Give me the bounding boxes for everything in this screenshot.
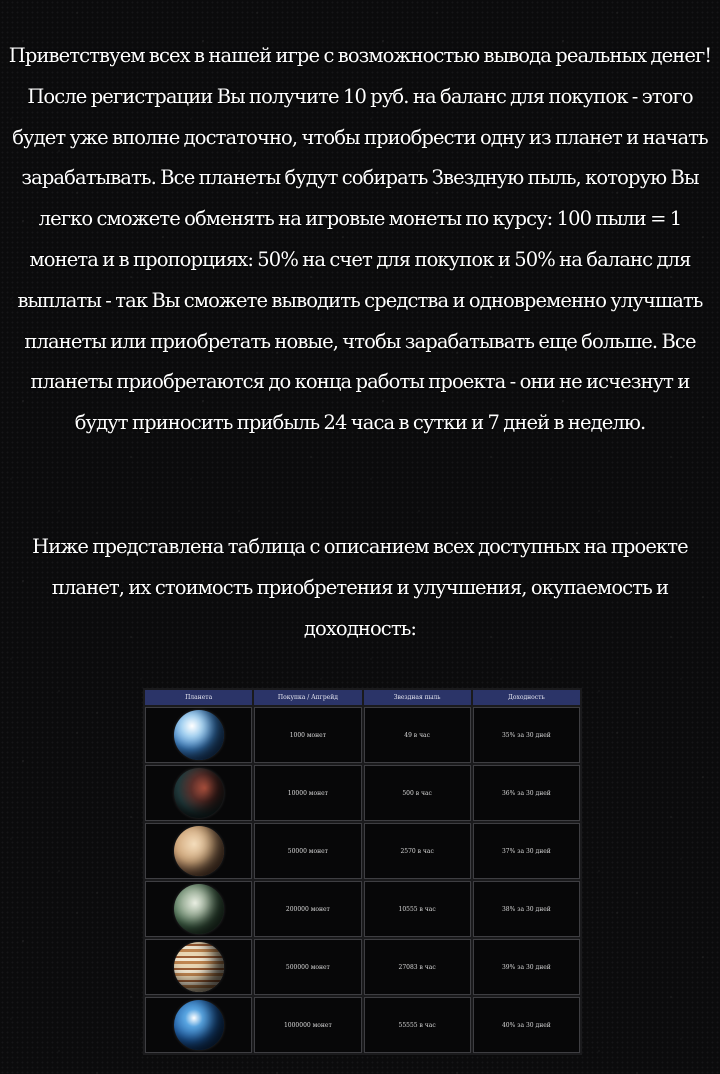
striped-gas-giant-icon — [174, 942, 224, 992]
dust-cell: 500 в час — [364, 765, 471, 821]
dust-cell: 10555 в час — [364, 881, 471, 937]
table-row — [145, 881, 580, 937]
table-row — [145, 939, 580, 995]
header-star-dust: Звездная пыль — [364, 690, 471, 705]
price-cell: 50000 монет — [254, 823, 361, 879]
blue-ice-planet-icon — [174, 710, 224, 760]
beige-dwarf-planet-icon — [174, 826, 224, 876]
yield-cell: 35% за 30 дней — [473, 707, 580, 763]
table-row — [145, 707, 580, 763]
dust-cell: 55555 в час — [364, 997, 471, 1053]
planet-cell — [145, 765, 252, 821]
price-cell: 10000 монет — [254, 765, 361, 821]
yield-cell: 39% за 30 дней — [473, 939, 580, 995]
earth-like-planet-icon — [174, 1000, 224, 1050]
red-lava-planet-icon — [174, 768, 224, 818]
header-planet: Планета — [145, 690, 252, 705]
yield-cell: 36% за 30 дней — [473, 765, 580, 821]
dust-cell: 2570 в час — [364, 823, 471, 879]
dust-cell: 27083 в час — [364, 939, 471, 995]
table-intro-paragraph: Ниже представлена таблица с описанием всех доступных на проекте планет, их стоимость приобретения и улучшения, окупаемость и доходность: — [32, 535, 688, 640]
planets-table-container — [143, 688, 582, 1055]
welcome-paragraph: Приветствуем всех в нашей игре с возможностью вывода реальных денег! После регистрации Вы получите 10 руб. на баланс для покупок - этого будет уже вполне достаточно, чтобы приобрести одну из планет и начать зарабатывать. Все планеты будут собирать Звездную пыль, которую Вы легко сможете обменять на игровые монеты по курсу: 100 пыли = 1 монета и в пропорциях: 50% на счет для покупок и 50% на баланс для выплаты - так Вы сможете выводить средства и одновременно улучшать планеты или приобретать новые, чтобы зарабатывать еще больше. Все планеты приобретаются до конца работы проекта - они не исчезнут и будут приносить прибыль 24 часа в сутки и 7 дней в неделю. — [8, 44, 712, 435]
yield-cell: 37% за 30 дней — [473, 823, 580, 879]
planets-table — [143, 688, 582, 1055]
planet-cell — [145, 939, 252, 995]
dust-cell: 49 в час — [364, 707, 471, 763]
price-cell: 1000000 монет — [254, 997, 361, 1053]
header-yield: Доходность — [473, 690, 580, 705]
header-purchase-upgrade: Покупка / Апгрейд — [254, 690, 361, 705]
table-row — [145, 823, 580, 879]
planet-cell — [145, 997, 252, 1053]
planet-cell — [145, 823, 252, 879]
yield-cell: 38% за 30 дней — [473, 881, 580, 937]
table-row — [145, 765, 580, 821]
table-row — [145, 997, 580, 1053]
price-cell: 1000 монет — [254, 707, 361, 763]
price-cell: 500000 монет — [254, 939, 361, 995]
table-header-row — [145, 690, 580, 705]
planet-cell — [145, 707, 252, 763]
planet-cell — [145, 881, 252, 937]
price-cell: 200000 монет — [254, 881, 361, 937]
yield-cell: 40% за 30 дней — [473, 997, 580, 1053]
green-forest-planet-icon — [174, 884, 224, 934]
